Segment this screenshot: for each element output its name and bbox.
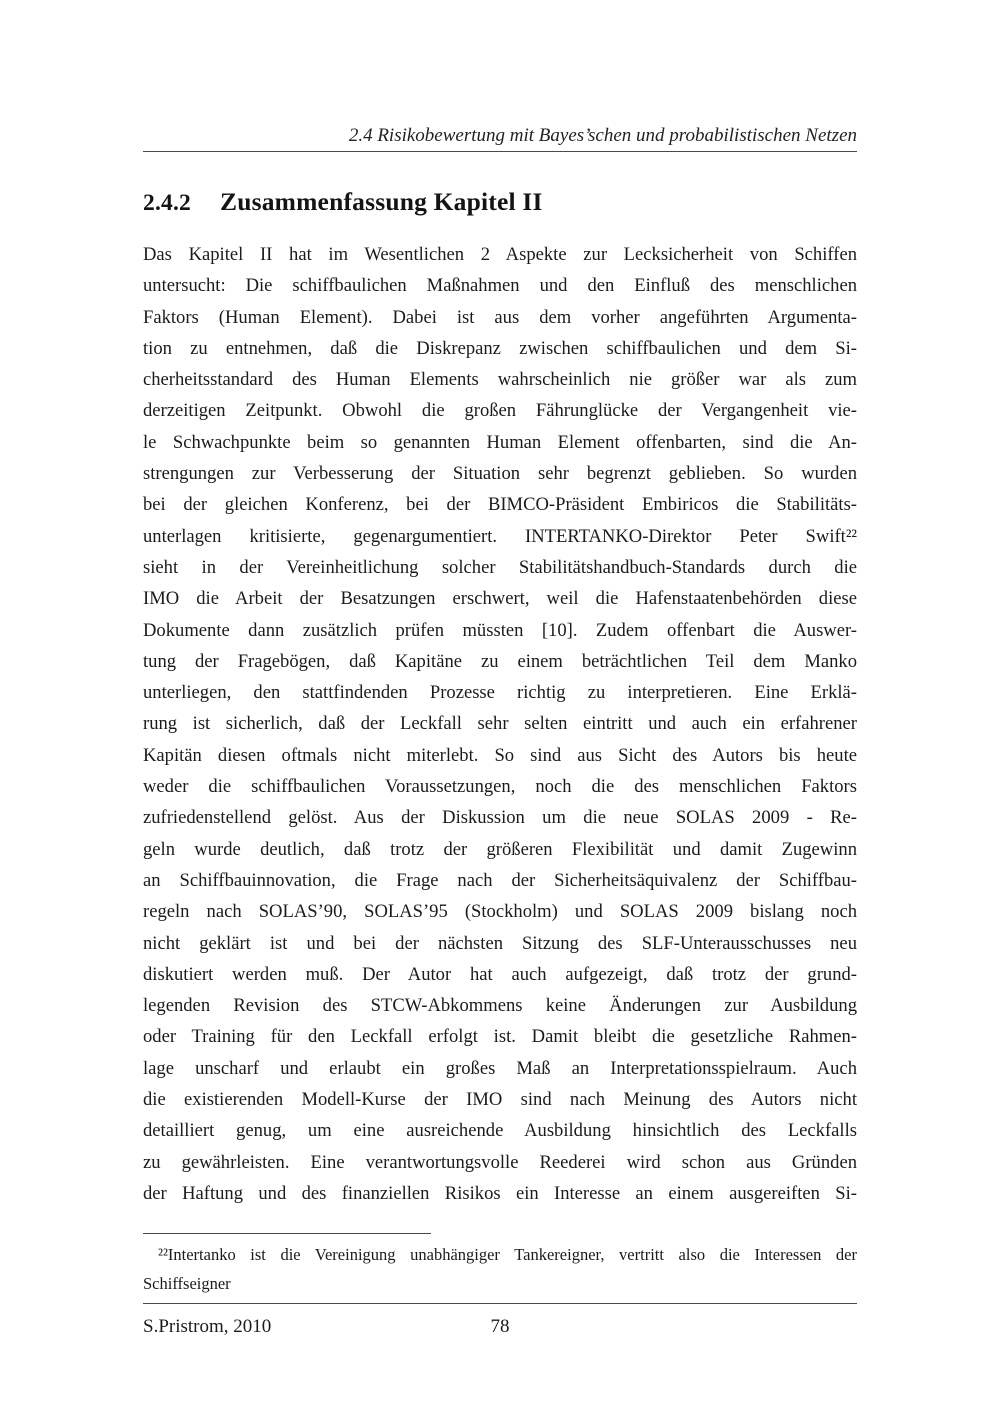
body-text-line: weder die schiffbaulichen Voraussetzungen, noch die des menschlichen Faktors [143,776,857,798]
body-text-line: die existierenden Modell-Kurse der IMO sind nach Meinung des Autors nicht [143,1089,857,1111]
body-text-line: strengungen zur Verbesserung der Situation sehr begrenzt geblieben. So wurden [143,463,857,485]
body-text-line: sieht in der Vereinheitlichung solcher Stabilitätshandbuch-Standards durch die [143,556,857,578]
body-text-line: IMO die Arbeit der Besatzungen erschwert, weil die Hafenstaatenbehörden diese [143,588,857,610]
body-text-line: Kapitän diesen oftmals nicht miterlebt. So sind aus Sicht des Autors bis heute [143,744,857,766]
body-text-line: geln wurde deutlich, daß trotz der größeren Flexibilität und damit Zugewinn [143,838,857,860]
body-text-line: tung der Fragebögen, daß Kapitäne zu einem beträchtlichen Teil dem Manko [143,650,857,672]
running-header [143,124,857,152]
body-text-line: diskutiert werden muß. Der Autor hat auch aufgezeigt, daß trotz der grund- [143,963,857,985]
body-text-line: unterlagen kritisierte, gegenargumentiert. INTERTANKO-Direktor Peter Swift²² [143,525,857,547]
body-text [143,239,857,1209]
body-text-line: oder Training für den Leckfall erfolgt ist. Damit bleibt die gesetzliche Rahmen- [143,1026,857,1048]
section-title: Zusammenfassung Kapitel II [220,187,543,216]
footer-rule [143,1303,857,1304]
body-text-line: an Schiffbauinnovation, die Frage nach der Sicherheitsäquivalenz der Schiffbau- [143,869,857,891]
page-footer [143,1313,857,1343]
body-text-line: unterliegen, den stattfindenden Prozesse richtig zu interpretieren. Eine Erklä- [143,682,857,704]
footnote-line: ²²Intertanko ist die Vereinigung unabhängiger Tankereigner, vertritt also die Interessen der [158,1245,857,1264]
body-text-line: tion zu entnehmen, daß die Diskrepanz zwischen schiffbaulichen und dem Si- [143,337,857,359]
body-text-line: zufriedenstellend gelöst. Aus der Diskussion um die neue SOLAS 2009 - Re- [143,807,857,829]
footnote-line: Schiffseigner [143,1274,231,1293]
body-text-line: le Schwachpunkte beim so genannten Human Element offenbarten, sind die An- [143,431,857,453]
body-text-line: untersucht: Die schiffbaulichen Maßnahmen und den Einfluß des menschlichen [143,275,857,297]
body-text-line: Das Kapitel II hat im Wesentlichen 2 Aspekte zur Lecksicherheit von Schiffen [143,244,857,265]
header-rule [143,151,857,152]
body-text-line: bei der gleichen Konferenz, bei der BIMCO-Präsident Embiricos die Stabilitäts- [143,494,857,516]
footnote [143,1240,857,1298]
body-text-line: der Haftung und des finanziellen Risikos ein Interesse an einem ausgereiften Si- [143,1182,857,1204]
body-text-line: rung ist sicherlich, daß der Leckfall sehr selten eintritt und auch ein erfahrener [143,713,857,735]
body-text-line: detailliert genug, um eine ausreichende Ausbildung hinsichtlich des Leckfalls [143,1120,857,1142]
section-number: 2.4.2 [143,190,191,216]
body-text-line: nicht geklärt ist und bei der nächsten Sitzung des SLF-Unterausschusses neu [143,932,857,954]
body-text-line: cherheitsstandard des Human Elements wahrscheinlich nie größer war als zum [143,369,857,391]
body-text-line: zu gewährleisten. Eine verantwortungsvolle Reederei wird schon aus Gründen [143,1151,857,1173]
body-text-line: legenden Revision des STCW-Abkommens keine Änderungen zur Ausbildung [143,995,857,1017]
running-header-text: 2.4 Risikobewertung mit Bayes’schen und probabilistischen Netzen [348,125,857,146]
body-text-line: derzeitigen Zeitpunkt. Obwohl die großen Fährunglücke der Vergangenheit vie- [143,400,857,422]
body-text-line: lage unscharf und erlaubt ein großes Maß an Interpretationsspielraum. Auch [143,1057,857,1079]
footer-author: S.Pristrom, 2010 [143,1316,272,1337]
body-text-line: regeln nach SOLAS’90, SOLAS’95 (Stockholm) und SOLAS 2009 bislang noch [143,901,857,923]
body-text-line: Faktors (Human Element). Dabei ist aus dem vorher angeführten Argumenta- [143,306,857,328]
body-text-line: Dokumente dann zusätzlich prüfen müssten [10]. Zudem offenbart die Auswer- [143,619,857,641]
footer-page-number: 78 [490,1316,510,1337]
section-heading [143,187,857,217]
footnote-rule [143,1233,431,1234]
